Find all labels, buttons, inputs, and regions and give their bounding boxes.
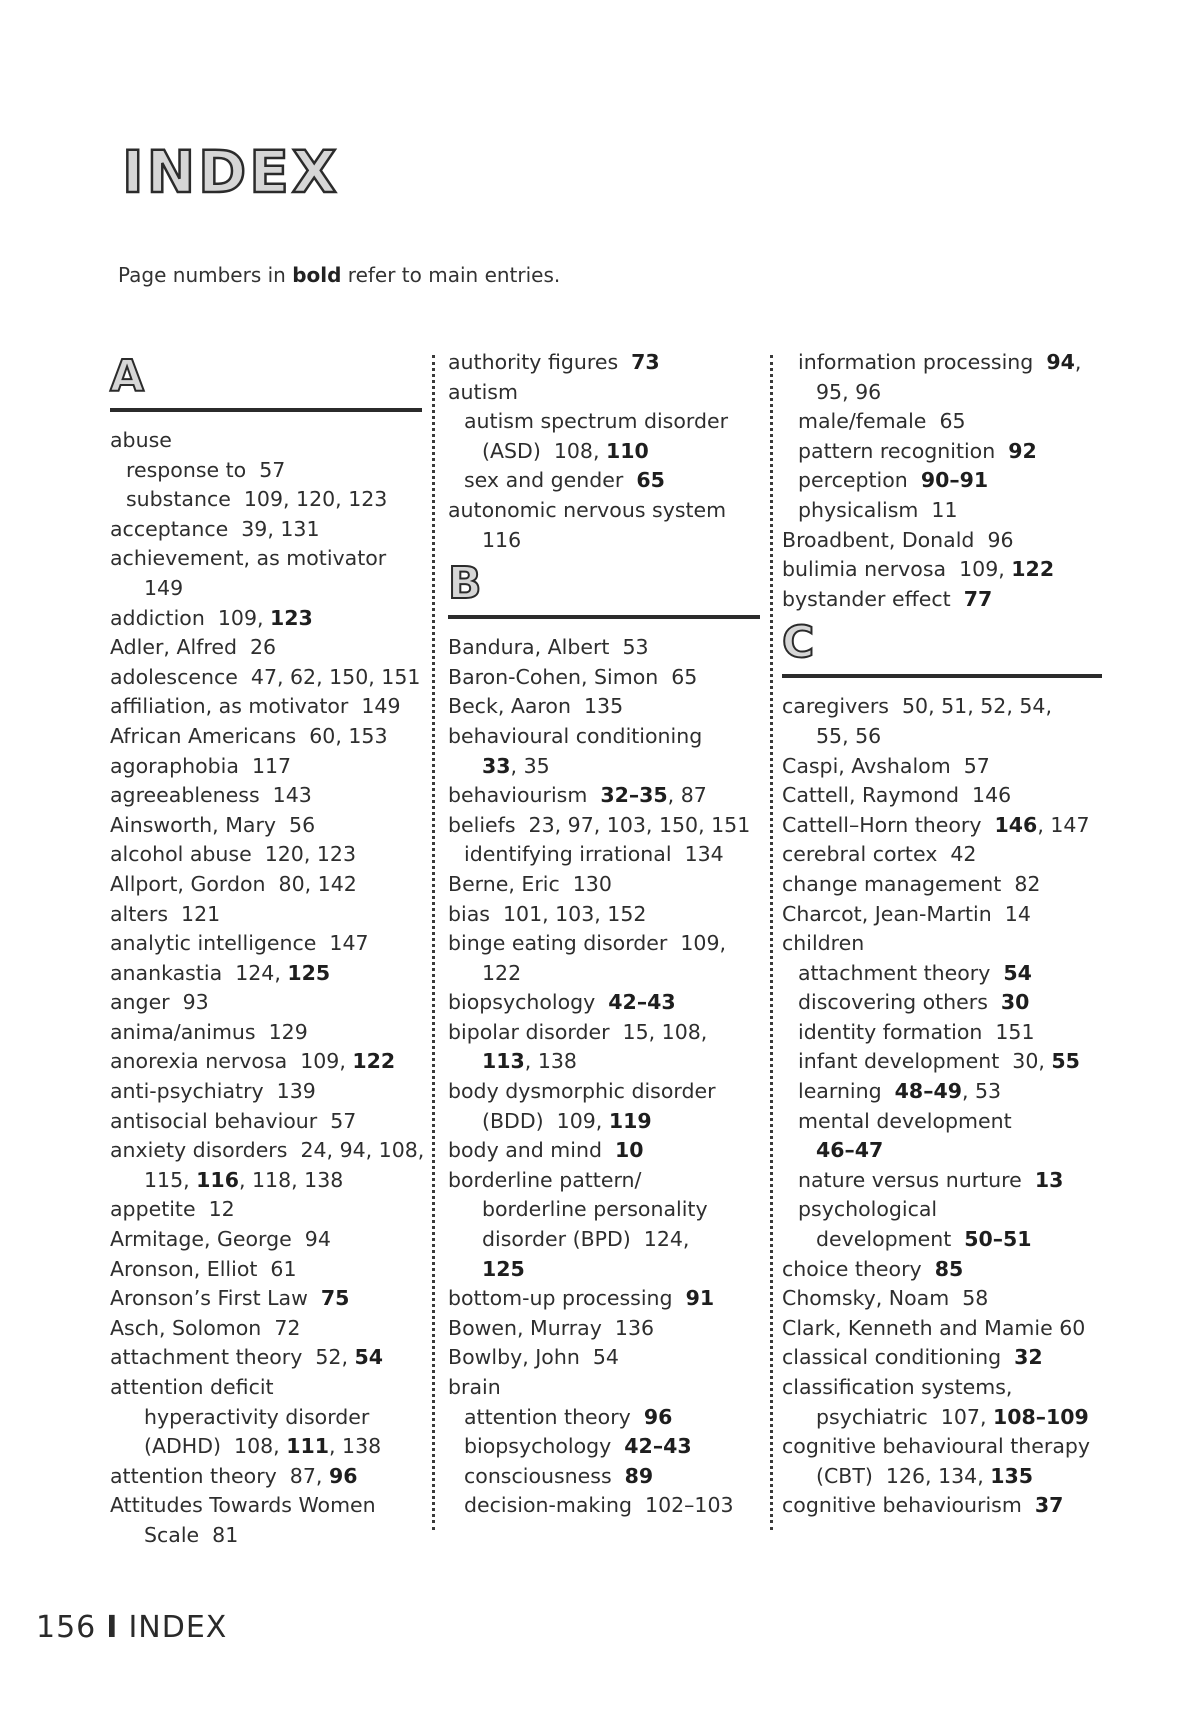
index-entry: [110, 1166, 422, 1196]
index-entry: [110, 1136, 425, 1166]
entry-main-page: 77: [963, 586, 993, 611]
index-entry: [782, 1047, 1102, 1077]
index-entry: [782, 437, 1102, 467]
page-footer: [36, 1610, 227, 1645]
entry-text: Bowen, Murray 136: [448, 1315, 655, 1340]
index-entry: [782, 959, 1102, 989]
index-entry: [110, 1432, 422, 1462]
entry-text: (CBT) 126, 134,: [816, 1463, 991, 1488]
index-entry: [782, 555, 1102, 585]
entry-text: body and mind: [448, 1138, 616, 1163]
index-entry: [110, 1077, 422, 1107]
index-entry: [110, 840, 422, 870]
index-entry: [448, 348, 760, 378]
entry-main-page: 122: [352, 1049, 396, 1074]
intro-after: refer to main entries.: [341, 263, 561, 287]
entry-text-after: , 138: [329, 1434, 382, 1459]
entry-text: Armitage, George 94: [110, 1227, 331, 1252]
index-entry: [782, 466, 1102, 496]
index-entry: [110, 1018, 422, 1048]
index-entry: [110, 633, 422, 663]
entry-text: biopsychology: [464, 1434, 625, 1459]
entry-text: autonomic nervous system: [448, 497, 727, 522]
index-entry: [448, 988, 760, 1018]
entry-text: (ASD) 108,: [482, 438, 607, 463]
entry-text: (ADHD) 108,: [144, 1434, 287, 1459]
entry-text: alters 121: [110, 901, 221, 926]
entry-main-page: 54: [1003, 960, 1032, 985]
entry-main-page: 37: [1034, 1493, 1064, 1518]
entry-text: 95, 96: [816, 379, 882, 404]
index-entry: [448, 1491, 760, 1521]
entry-text: Attitudes Towards Women: [110, 1493, 376, 1518]
entry-text: 55, 56: [816, 723, 882, 748]
entry-text: analytic intelligence 147: [110, 931, 369, 956]
index-entry: [448, 633, 760, 663]
entry-text: agoraphobia 117: [110, 753, 292, 778]
entry-main-page: 146: [994, 812, 1038, 837]
entry-text: antisocial behaviour 57: [110, 1108, 357, 1133]
entry-text: Clark, Kenneth and Mamie 60: [782, 1315, 1086, 1340]
index-entry: [448, 1284, 760, 1314]
index-entry: [448, 1225, 760, 1255]
entry-text: anxiety disorders 24, 94, 108,: [110, 1138, 425, 1163]
entry-text: autism: [448, 379, 518, 404]
entry-text: caregivers 50, 51, 52, 54,: [782, 694, 1052, 719]
entry-main-page: 32–35: [600, 783, 668, 808]
index-entry: [110, 544, 422, 574]
entry-text: classical conditioning: [782, 1345, 1015, 1370]
index-entry: [782, 840, 1102, 870]
entry-text: mental development: [798, 1108, 1012, 1133]
entry-text: Caspi, Avshalom 57: [782, 753, 990, 778]
index-entry: [110, 1491, 422, 1521]
index-entry: [782, 1343, 1102, 1373]
index-entry: [448, 496, 760, 526]
entry-text: pattern recognition: [798, 438, 1009, 463]
entry-text: attention theory: [464, 1404, 644, 1429]
entry-text: African Americans 60, 153: [110, 723, 388, 748]
entry-main-page: 89: [624, 1463, 654, 1488]
entry-text: Ainsworth, Mary 56: [110, 812, 316, 837]
entry-text: male/female 65: [798, 409, 966, 434]
entry-text: Allport, Gordon 80, 142: [110, 871, 357, 896]
index-entry: [110, 1195, 422, 1225]
entry-text: appetite 12: [110, 1197, 235, 1222]
page-title: INDEX: [122, 138, 340, 206]
index-entry: [448, 781, 760, 811]
index-entry: [782, 1432, 1102, 1462]
index-entry: [110, 456, 422, 486]
entry-main-page: 54: [354, 1345, 384, 1370]
entry-main-page: 123: [270, 605, 313, 630]
entry-text: anankastia 124,: [110, 960, 288, 985]
entry-text-after: , 147: [1037, 812, 1090, 837]
entry-text: Aronson, Elliot 61: [110, 1256, 297, 1281]
entry-text: bottom-up processing: [448, 1286, 686, 1311]
index-entry: [782, 1018, 1102, 1048]
entry-text: alcohol abuse 120, 123: [110, 842, 356, 867]
entry-text: Baron-Cohen, Simon 65: [448, 664, 698, 689]
entry-text-after: , 53: [961, 1079, 1002, 1104]
entry-main-page: 94: [1046, 350, 1075, 374]
index-column-2: [448, 348, 760, 1528]
entry-main-page: 33: [482, 753, 511, 778]
intro-bold-word: bold: [292, 263, 342, 287]
index-entry: [782, 929, 1102, 959]
entry-text: 115,: [144, 1167, 197, 1192]
entry-text: attachment theory 52,: [110, 1345, 355, 1370]
entry-main-page: 125: [287, 960, 331, 985]
entry-text: borderline pattern/: [448, 1167, 642, 1192]
index-entry: [782, 1373, 1102, 1403]
index-entry: [448, 1462, 760, 1492]
index-entry: [110, 988, 422, 1018]
entry-text: disorder (BPD) 124,: [482, 1227, 690, 1252]
entry-text: learning: [798, 1079, 895, 1104]
section-heading: C: [782, 617, 815, 669]
entry-text: Bowlby, John 54: [448, 1345, 619, 1370]
index-entry: [110, 515, 422, 545]
index-entry: [782, 1491, 1102, 1521]
entry-text: 116: [482, 527, 522, 552]
index-entry: [110, 1047, 422, 1077]
entry-text: behavioural conditioning: [448, 723, 703, 748]
entry-text: (BDD) 109,: [482, 1108, 609, 1133]
index-entry: [448, 1166, 760, 1196]
index-entry: [448, 752, 760, 782]
entry-text: 149: [144, 575, 184, 600]
index-entry: [782, 1314, 1102, 1344]
index-entry: [110, 1225, 422, 1255]
entry-text: cerebral cortex 42: [782, 842, 977, 867]
entry-text: children: [782, 931, 865, 956]
index-entry: [448, 1255, 760, 1285]
entry-text: bias 101, 103, 152: [448, 901, 647, 926]
index-entry: [110, 959, 422, 989]
entry-text: Adler, Alfred 26: [110, 635, 277, 660]
entry-text: Chomsky, Noam 58: [782, 1286, 989, 1311]
entry-text: borderline personality: [482, 1197, 708, 1222]
entry-text: cognitive behavioural therapy: [782, 1434, 1091, 1459]
index-entry: [782, 496, 1102, 526]
entry-text: decision-making 102–103: [464, 1493, 734, 1518]
section-rule: [110, 408, 422, 412]
index-entry: [448, 1432, 760, 1462]
index-entry: [782, 1077, 1102, 1107]
index-entry: [782, 1166, 1102, 1196]
index-entry: [448, 1047, 760, 1077]
index-entry: [448, 1343, 760, 1373]
entry-text: Aronson’s First Law: [110, 1286, 321, 1311]
entry-text-after: , 138: [524, 1049, 577, 1074]
entry-text: acceptance 39, 131: [110, 516, 320, 541]
column-divider-1: [432, 355, 435, 1530]
index-entry: [448, 663, 760, 693]
index-entry: [110, 1107, 422, 1137]
entry-main-page: 55: [1051, 1049, 1080, 1074]
index-entry: [782, 752, 1102, 782]
index-entry: [110, 752, 422, 782]
entry-text: behaviourism: [448, 783, 601, 808]
entry-text: attachment theory: [798, 960, 1004, 985]
index-entry: [448, 1314, 760, 1344]
index-entry: [782, 585, 1102, 615]
index-entry: [782, 1403, 1102, 1433]
entry-main-page: 108–109: [992, 1404, 1089, 1429]
index-entry: [782, 1195, 1102, 1225]
index-entry: [782, 1284, 1102, 1314]
intro-note: [118, 263, 560, 287]
entry-text: Broadbent, Donald 96: [782, 527, 1014, 552]
index-entry: [782, 900, 1102, 930]
entry-text: Bandura, Albert 53: [448, 635, 649, 660]
entry-text: sex and gender: [464, 468, 637, 493]
index-entry: [448, 466, 760, 496]
index-entry: [110, 1343, 422, 1373]
index-entry: [782, 1107, 1102, 1137]
index-entry: [782, 1255, 1102, 1285]
entry-text: attention deficit: [110, 1375, 274, 1399]
entry-text: classification systems,: [782, 1375, 1013, 1399]
index-entry: [448, 722, 760, 752]
entry-text: identity formation 151: [798, 1019, 1035, 1044]
footer-section: INDEX: [128, 1610, 228, 1645]
index-entry: [782, 781, 1102, 811]
index-entry: [110, 870, 422, 900]
entry-text: discovering others: [798, 990, 1001, 1015]
index-entry: [110, 1314, 422, 1344]
entry-text: change management 82: [782, 871, 1041, 896]
entry-main-page: 65: [636, 468, 665, 493]
index-entry: [782, 1462, 1102, 1492]
entry-main-page: 119: [608, 1108, 652, 1133]
index-entry: [782, 811, 1102, 841]
index-entry: [782, 692, 1102, 722]
index-entry: [110, 900, 422, 930]
entry-main-page: 50–51: [964, 1227, 1032, 1252]
page-number: 156: [36, 1610, 97, 1645]
index-entry: [782, 988, 1102, 1018]
entry-text: abuse: [110, 428, 172, 452]
entry-main-page: 90–91: [920, 468, 989, 493]
entry-main-page: 75: [320, 1286, 350, 1311]
entry-text: Berne, Eric 130: [448, 871, 612, 896]
entry-text: anti-psychiatry 139: [110, 1079, 316, 1104]
section-rule: [448, 615, 760, 619]
index-entry: [448, 900, 760, 930]
entry-main-page: 85: [934, 1256, 964, 1281]
index-entry: [448, 1195, 760, 1225]
index-entry: [110, 781, 422, 811]
index-entry: [448, 1077, 760, 1107]
entry-text: biopsychology: [448, 990, 609, 1015]
index-entry: [110, 929, 422, 959]
entry-main-page: 30: [1000, 990, 1030, 1015]
entry-text: affiliation, as motivator 149: [110, 694, 401, 719]
index-entry: [782, 1225, 1102, 1255]
index-entry: [448, 811, 760, 841]
intro-before: Page numbers in: [118, 263, 293, 287]
index-entry: [110, 426, 422, 456]
entry-text: consciousness: [464, 1463, 625, 1488]
index-entry: [110, 692, 422, 722]
index-entry: [110, 1255, 422, 1285]
entry-main-page: 116: [196, 1167, 239, 1192]
entry-text: binge eating disorder 109,: [448, 931, 727, 956]
index-entry: [448, 929, 760, 959]
index-entry: [110, 574, 422, 604]
entry-text: Beck, Aaron 135: [448, 694, 624, 719]
entry-text-after: , 87: [667, 783, 707, 808]
index-entry: [782, 378, 1102, 408]
entry-main-page: 32: [1014, 1345, 1043, 1370]
entry-text: infant development 30,: [798, 1049, 1052, 1074]
index-entry: [448, 870, 760, 900]
entry-main-page: 111: [286, 1434, 329, 1459]
entry-text: physicalism 11: [798, 497, 958, 522]
entry-text: Cattell–Horn theory: [782, 812, 995, 837]
entry-text: agreeableness 143: [110, 783, 312, 808]
entry-text: information processing: [798, 350, 1047, 374]
entry-text: bipolar disorder 15, 108,: [448, 1019, 708, 1044]
index-entry: [110, 811, 422, 841]
index-entry: [448, 1403, 760, 1433]
entry-text: choice theory: [782, 1256, 935, 1281]
entry-text: nature versus nurture: [798, 1167, 1035, 1192]
entry-main-page: 110: [606, 438, 649, 463]
entry-text: Asch, Solomon 72: [110, 1315, 301, 1340]
entry-main-page: 135: [990, 1463, 1034, 1488]
entry-text: autism spectrum disorder: [464, 409, 729, 434]
index-entry: [110, 485, 422, 515]
index-entry: [110, 722, 422, 752]
entry-main-page: 92: [1008, 438, 1037, 463]
index-entry: [782, 526, 1102, 556]
index-entry: [110, 1462, 422, 1492]
entry-text-after: , 118, 138: [238, 1167, 344, 1192]
index-entry: [782, 1136, 1102, 1166]
entry-text: psychiatric 107,: [816, 1404, 993, 1429]
entry-main-page: 13: [1034, 1167, 1064, 1192]
entry-text: addiction 109,: [110, 605, 271, 630]
index-entry: [448, 1373, 760, 1403]
entry-main-page: 122: [1011, 557, 1055, 582]
index-entry: [448, 378, 760, 408]
entry-text: 122: [482, 960, 522, 985]
entry-text: development: [816, 1227, 965, 1252]
index-entry: [782, 722, 1102, 752]
entry-main-page: 46–47: [816, 1138, 884, 1163]
entry-text: bystander effect: [782, 586, 964, 611]
entry-text: identifying irrational 134: [464, 842, 724, 867]
entry-main-page: 73: [631, 350, 660, 374]
footer-separator: I: [106, 1610, 119, 1645]
index-entry: [448, 1107, 760, 1137]
entry-text: anima/animus 129: [110, 1019, 308, 1044]
entry-text: adolescence 47, 62, 150, 151: [110, 664, 421, 689]
entry-text: cognitive behaviourism: [782, 1493, 1035, 1518]
index-entry: [110, 1373, 422, 1403]
entry-text: bulimia nervosa 109,: [782, 557, 1012, 582]
entry-main-page: 10: [615, 1138, 644, 1163]
index-entry: [110, 1403, 422, 1433]
entry-text: attention theory 87,: [110, 1463, 329, 1488]
entry-text: Scale 81: [144, 1522, 239, 1547]
index-entry: [448, 526, 760, 556]
index-entry: [110, 663, 422, 693]
index-entry: [110, 1521, 422, 1551]
section-heading: A: [110, 351, 145, 402]
entry-text: response to 57: [126, 457, 286, 482]
index-column-3: [782, 348, 1102, 1528]
index-entry: [110, 604, 422, 634]
index-entry: [448, 407, 760, 437]
index-entry: [448, 840, 760, 870]
entry-main-page: 48–49: [894, 1079, 962, 1104]
section-rule: [782, 674, 1102, 678]
entry-text: Cattell, Raymond 146: [782, 783, 1012, 808]
index-entry: [110, 1284, 422, 1314]
index-entry: [448, 437, 760, 467]
index-entry: [448, 959, 760, 989]
column-divider-2: [770, 355, 773, 1530]
entry-text-after: , 35: [510, 753, 550, 778]
index-entry: [448, 1136, 760, 1166]
entry-main-page: 96: [643, 1404, 673, 1429]
entry-text: hyperactivity disorder: [144, 1404, 370, 1429]
entry-text: Charcot, Jean-Martin 14: [782, 901, 1031, 926]
index-entry: [448, 1018, 760, 1048]
entry-main-page: 91: [685, 1286, 715, 1311]
index-entry: [782, 407, 1102, 437]
index-entry: [782, 870, 1102, 900]
entry-text: body dysmorphic disorder: [448, 1079, 716, 1104]
entry-main-page: 113: [482, 1049, 525, 1074]
entry-text: beliefs 23, 97, 103, 150, 151: [448, 812, 751, 837]
entry-text: achievement, as motivator: [110, 546, 387, 571]
entry-text-after: ,: [1074, 350, 1082, 374]
index-column-1: [110, 348, 425, 1547]
entry-text: brain: [448, 1375, 501, 1399]
entry-main-page: 125: [482, 1256, 525, 1281]
entry-text: substance 109, 120, 123: [126, 487, 388, 512]
entry-main-page: 42–43: [624, 1434, 692, 1459]
index-entry: [782, 348, 1102, 378]
entry-text: anorexia nervosa 109,: [110, 1049, 353, 1074]
section-heading: B: [448, 558, 482, 610]
entry-main-page: 96: [328, 1463, 358, 1488]
index-entry: [448, 692, 760, 722]
entry-main-page: 42–43: [608, 990, 676, 1015]
entry-text: psychological: [798, 1197, 938, 1222]
entry-text: perception: [798, 468, 921, 493]
entry-text: authority figures: [448, 350, 632, 374]
entry-text: anger 93: [110, 990, 209, 1015]
